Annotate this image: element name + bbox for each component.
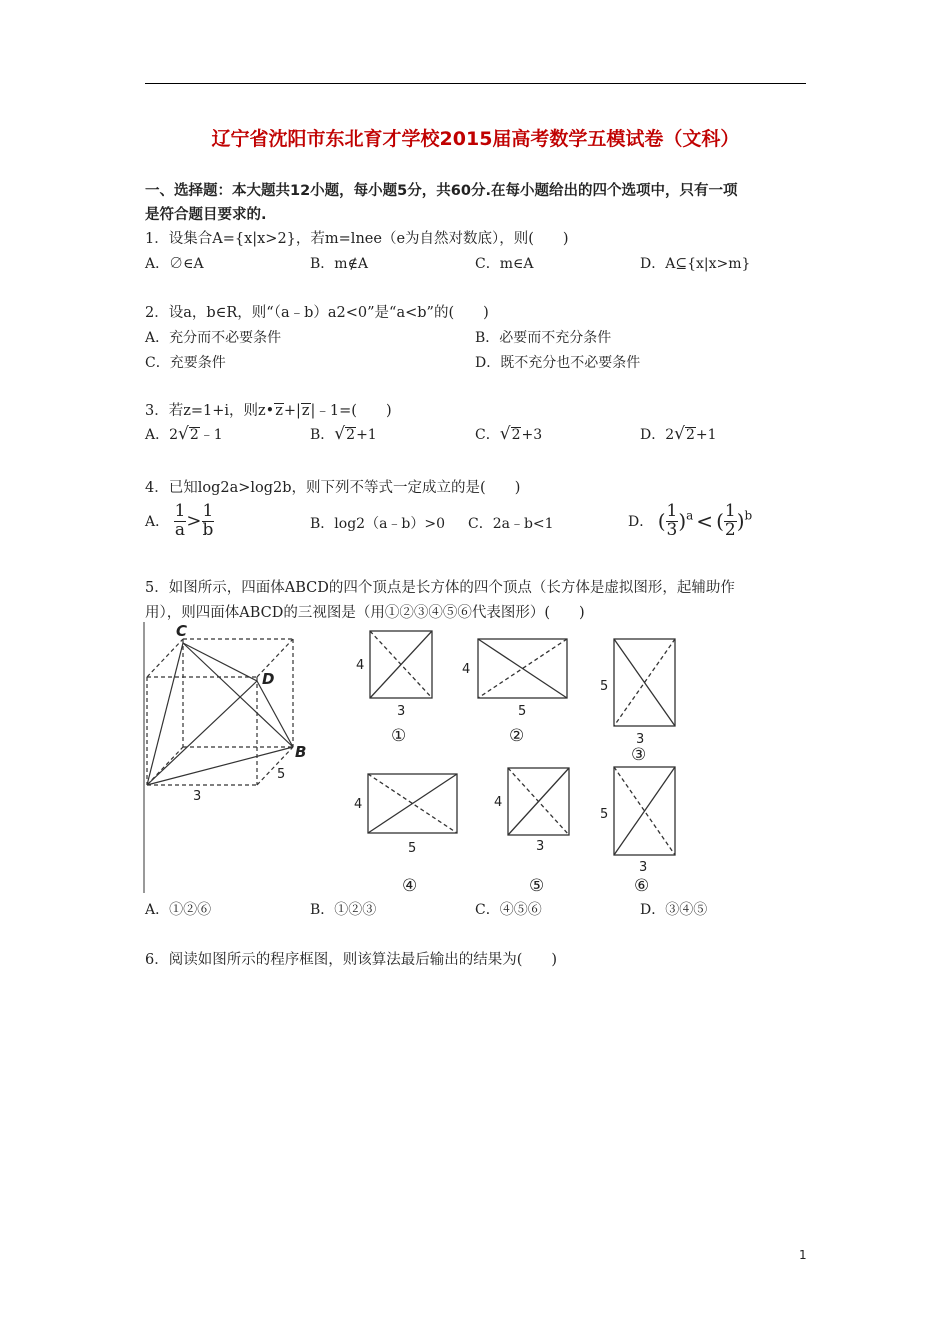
view-1: [370, 631, 432, 698]
q5-option-a: A．①②⑥: [145, 902, 212, 918]
view-1-width: 3: [397, 704, 406, 719]
page-number: 1: [799, 1248, 807, 1262]
sqrt-icon: √: [178, 424, 189, 444]
view-4-number: ④: [402, 876, 418, 896]
q3-conj-z2: z: [301, 403, 310, 419]
view-3-height: 5: [600, 679, 609, 694]
label-depth: 5: [277, 767, 286, 782]
view-2: [478, 639, 567, 698]
view-6: [614, 767, 675, 855]
fraction: $\frac{1}{b}$: [202, 501, 214, 540]
q3-conj-z: z: [275, 403, 283, 419]
q1-option-b: B．m∉A: [310, 256, 369, 272]
q5-stem-line2: 用），则四面体ABCD的三视图是（用①②③④⑤⑥代表图形）( ): [145, 605, 585, 621]
q1-option-c: C．m∈A: [475, 256, 534, 272]
q4-option-d: D． ( $\frac{1}{3}$ )$^a$ < ( $\frac{1}{2}$ )$^b$: [628, 501, 753, 540]
view-5-height: 4: [494, 795, 503, 810]
view-4-width: 5: [408, 841, 417, 856]
view-4: [368, 774, 457, 833]
page-title: 辽宁省沈阳市东北育才学校2015届高考数学五模试卷（文科）: [211, 128, 740, 150]
sqrt-icon: √: [334, 424, 346, 444]
label-c: C: [176, 622, 188, 640]
section-heading-line2: 是符合题目要求的.: [145, 207, 267, 223]
q5-option-d: D．③④⑤: [640, 902, 708, 918]
q4-option-a: A． $\frac{1}{a}$ > $\frac{1}{b}$: [145, 501, 214, 540]
fraction: $\frac{1}{3}$: [666, 501, 678, 540]
view-3-width: 3: [636, 732, 645, 747]
view-5: [508, 768, 569, 835]
q5-option-c: C．④⑤⑥: [475, 902, 542, 918]
view-1-number: ①: [391, 726, 407, 746]
q5-stem-line1: 5．如图所示，四面体ABCD的四个顶点是长方体的四个顶点（长方体是虚拟图形，起辅助作: [145, 580, 735, 596]
view-6-height: 5: [600, 807, 609, 822]
sqrt-icon: √: [499, 424, 511, 444]
view-3-number: ③: [631, 745, 647, 765]
q1-stem: 1．设集合A={x|x>2}，若m=lnee（e为自然对数底），则( ): [145, 231, 569, 247]
q5-option-b: B．①②③: [310, 902, 377, 918]
q6-stem: 6．阅读如图所示的程序框图，则该算法最后输出的结果为( ): [145, 952, 558, 968]
q4-stem: 4．已知log2a>log2b，则下列不等式一定成立的是( ): [145, 480, 521, 496]
view-1-height: 4: [356, 658, 365, 673]
q2-option-c: C．充要条件: [145, 355, 226, 371]
q2-option-d: D．既不充分也不必要条件: [475, 355, 641, 371]
label-b: B: [295, 743, 307, 761]
view-5-width: 3: [536, 839, 545, 854]
view-5-number: ⑤: [529, 876, 545, 896]
q2-option-a: A．充分而不必要条件: [145, 330, 282, 346]
view-2-width: 5: [518, 704, 527, 719]
q4-option-b: B．log2（a﹣b）>0: [310, 516, 446, 532]
view-4-height: 4: [354, 797, 363, 812]
label-d: D: [262, 670, 275, 688]
q2-option-b: B．必要而不充分条件: [475, 330, 612, 346]
q1-option-d: D．A⊆{x|x>m}: [640, 256, 751, 272]
q4-option-c: C．2a﹣b<1: [468, 516, 554, 532]
view-3: [614, 639, 675, 726]
fraction: $\frac{1}{a}$: [174, 501, 186, 540]
q1-option-a: A．∅∈A: [145, 256, 204, 272]
q3-option-d: D．2√2+1: [640, 424, 717, 444]
q3-option-a: A．2√2﹣1: [145, 424, 223, 444]
sqrt-icon: √: [674, 424, 685, 444]
view-6-width: 3: [639, 860, 648, 875]
view-2-number: ②: [509, 726, 525, 746]
q3-option-b: B．√2+1: [310, 424, 377, 444]
q3-stem: 3．若z=1+i，则z•z+|z|﹣1=( ): [145, 403, 392, 419]
view-2-height: 4: [462, 662, 471, 677]
q2-stem: 2．设a，b∈R，则“（a﹣b）a2<0”是“a<b”的( ): [145, 305, 489, 321]
fraction: $\frac{1}{2}$: [724, 501, 736, 540]
q3-option-c: C．√2+3: [475, 424, 543, 444]
tetrahedron-figure: [144, 622, 293, 893]
label-width: 3: [193, 789, 202, 804]
section-heading-line1: 一、选择题：本大题共12小题，每小题5分，共60分.在每小题给出的四个选项中，只有一项: [145, 183, 738, 199]
view-6-number: ⑥: [634, 876, 650, 896]
